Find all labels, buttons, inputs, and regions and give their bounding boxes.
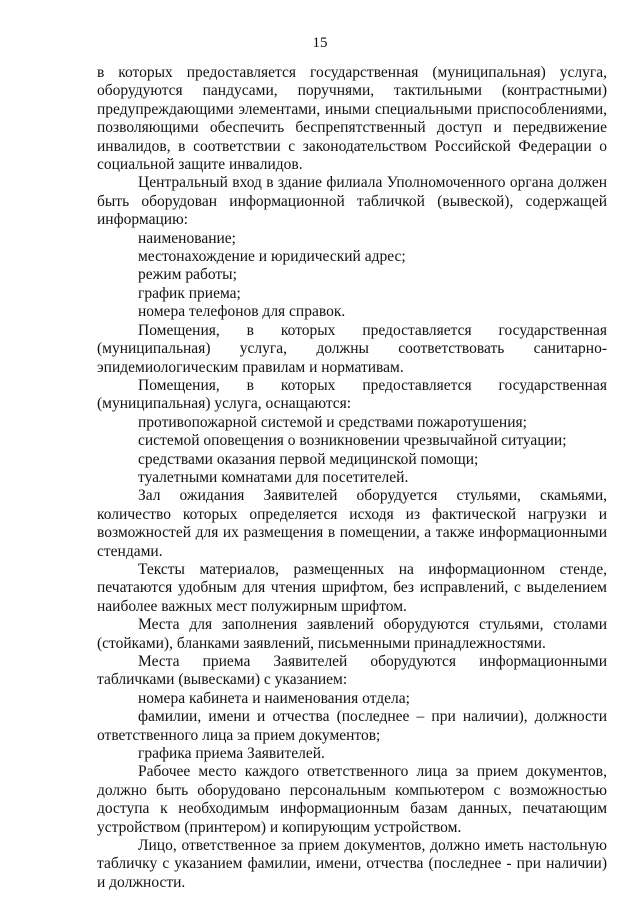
list-item: график приема; — [138, 284, 241, 302]
paragraph: Помещения, в которых предоставляется государственная (муниципальная) услуга, оснащаются: — [97, 376, 607, 413]
list-item: туалетными комнатами для посетителей. — [138, 468, 409, 486]
paragraph: Места для заполнения заявлений оборудуются стульями, столами (стойками), бланками заявлений, письменными принадлежностями. — [97, 616, 607, 652]
list-item: наименование; — [138, 229, 236, 247]
paragraph: в которых предоставляется государственная (муниципальная) услуга, оборудуются пандусами, поручнями, тактильными (контрастными) предупреждающими элементами, иными специальными приспособлениями, позволяющими обеспечить беспрепятственный доступ и передвижение инвалидов, в соответствии с законодательством Российской Федерации о социальной защите инвалидов. — [97, 64, 607, 174]
list-item: графика приема Заявителей. — [138, 745, 325, 763]
list-item: номера кабинета и наименования отдела; — [138, 689, 410, 707]
list-item: противопожарной системой и средствами пожаротушения; — [138, 413, 527, 431]
paragraph: фамилии, имени и отчества (последнее – при наличии), должности ответственного лица за прием документов; — [97, 708, 607, 744]
page-body — [97, 64, 607, 892]
list-item: номера телефонов для справок. — [138, 303, 346, 321]
paragraph: Тексты материалов, размещенных на информационном стенде, печатаются удобным для чтения шрифтом, без исправлений, с выделением наиболее важных мест полужирным шрифтом. — [97, 560, 607, 615]
list-item: средствами оказания первой медицинской помощи; — [138, 450, 479, 468]
paragraph: Центральный вход в здание филиала Уполномоченного органа должен быть оборудован информационной табличкой (вывеской), содержащей информацию: — [97, 174, 607, 229]
paragraph: Лицо, ответственное за прием документов, должно иметь настольную табличку с указанием фамилии, имени, отчества (последнее - при наличии) и должности. — [97, 837, 607, 891]
list-item: системой оповещения о возникновении чрезвычайной ситуации; — [138, 432, 567, 450]
paragraph: Помещения, в которых предоставляется государственная (муниципальная) услуга, должны соответствовать санитарно-эпидемиологическим правилам и нормативам. — [97, 321, 607, 376]
paragraph: Места приема Заявителей оборудуются информационными табличками (вывесками) с указанием: — [97, 653, 607, 689]
page-number: 15 — [312, 35, 328, 51]
paragraph: Зал ожидания Заявителей оборудуется стульями, скамьями, количество которых определяется исходя из фактической нагрузки и возможностей для их размещения в помещении, а также информационными стендами. — [97, 487, 607, 560]
list-item: режим работы; — [138, 266, 237, 284]
paragraph: Рабочее место каждого ответственного лица за прием документов, должно быть оборудовано персональным компьютером с возможностью доступа к необходимым информационным базам данных, печатающим устройством (принтером) и копирующим устройством. — [97, 763, 607, 836]
list-item: местонахождение и юридический адрес; — [138, 248, 406, 266]
